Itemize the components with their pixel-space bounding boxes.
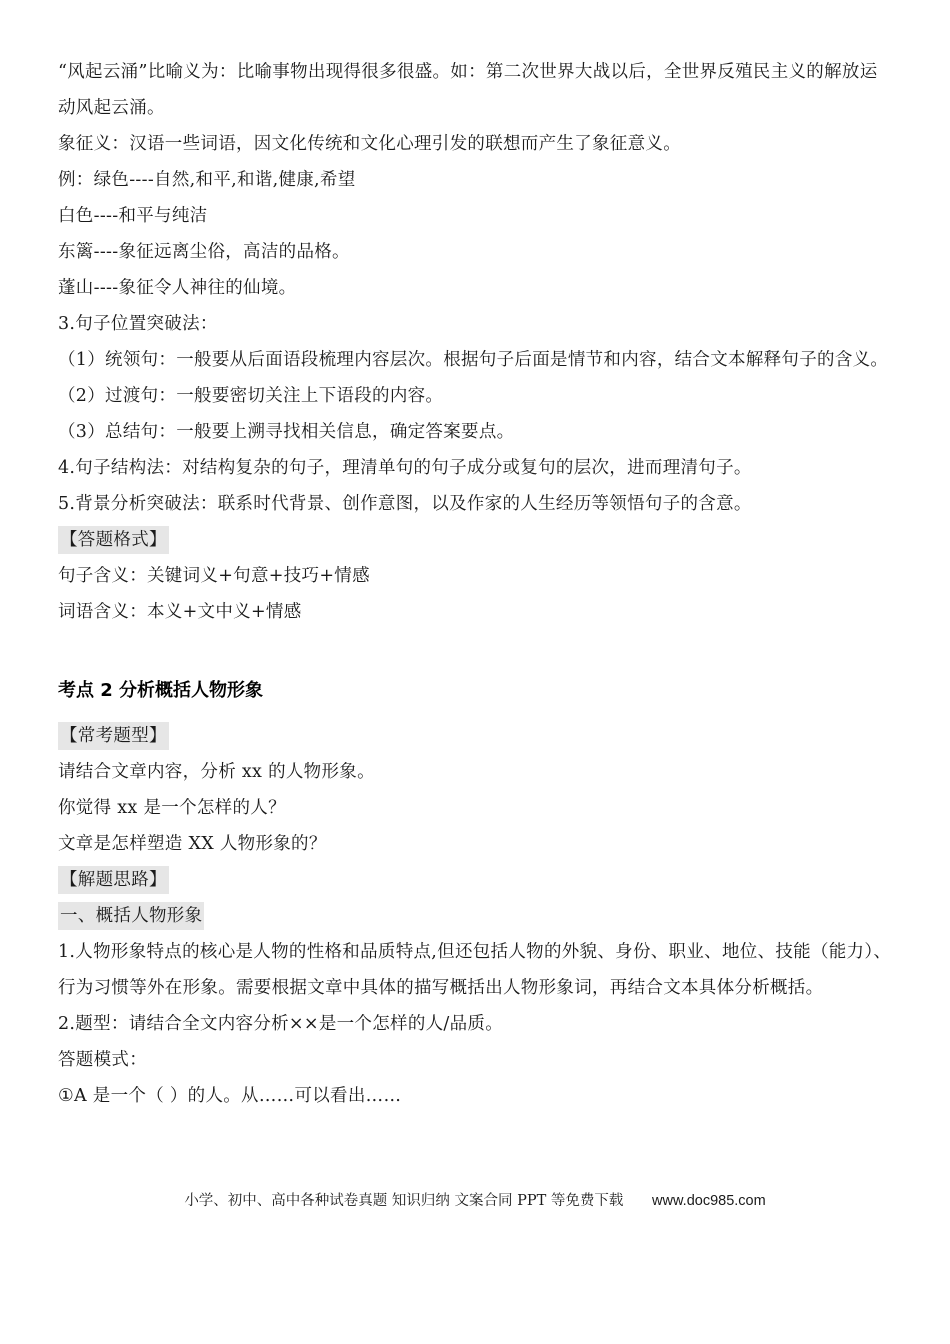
example-white: 白色----和平与纯洁 xyxy=(58,206,208,226)
answer-mode-label: 答题模式： xyxy=(58,1050,147,1070)
section-title: 考点 2 分析概括人物形象 xyxy=(58,680,264,701)
paragraph-metaphor-meaning: “风起云涌”比喻义为：比喻事物出现得很多很盛。如：第二次世界大战以后，全世界反殖民主义的解放运动风起云涌。 xyxy=(58,62,878,118)
item-transition-sentence: （2）过渡句：一般要密切关注上下语段的内容。 xyxy=(58,386,444,406)
footer-text: 小学、初中、高中各种试卷真题 知识归纳 文案合同 PPT 等免费下载 xyxy=(184,1193,624,1209)
method-background-analysis: 5.背景分析突破法：联系时代背景、创作意图，以及作家的人生经历等领悟句子的含意。 xyxy=(58,494,752,514)
item-summary-sentence: （3）总结句：一般要上溯寻找相关信息，确定答案要点。 xyxy=(58,422,515,442)
common-type-1: 请结合文章内容，分析 xx 的人物形象。 xyxy=(58,762,375,782)
common-types-heading xyxy=(58,718,894,754)
section-spacer xyxy=(58,630,894,676)
example-pengshan: 蓬山----象征令人神往的仙境。 xyxy=(58,278,297,298)
approach-tag: 【解题思路】 xyxy=(58,866,169,894)
answer-format-sentence: 句子含义：关键词义+句意+技巧+情感 xyxy=(58,566,370,586)
common-types-tag: 【常考题型】 xyxy=(58,722,169,750)
answer-format-heading xyxy=(58,522,894,558)
method-sentence-structure: 4.句子结构法：对结构复杂的句子，理清单句的句子成分或复句的层次，进而理清句子。 xyxy=(58,458,752,478)
example-green: 例：绿色----自然,和平,和谐,健康,希望 xyxy=(58,170,356,190)
approach-point-1: 1.人物形象特点的核心是人物的性格和品质特点,但还包括人物的外貌、身份、职业、地位、技能（能力）、行为习惯等外在形象。需要根据文章中具体的描写概括出人物形象词，再结合文本具体分析概括。 xyxy=(58,942,892,998)
answer-format-tag: 【答题格式】 xyxy=(58,526,169,554)
paragraph-symbolic-meaning: 象征义：汉语一些词语，因文化传统和文化心理引发的联想而产生了象征意义。 xyxy=(58,134,681,154)
sub-tag: 一、概括人物形象 xyxy=(58,902,204,930)
answer-mode-1: ①A 是一个（ ）的人。从……可以看出…… xyxy=(58,1086,402,1106)
document-page xyxy=(58,54,894,1114)
method-sentence-position: 3.句子位置突破法： xyxy=(58,314,218,334)
item-leading-sentence: （1）统领句：一般要从后面语段梳理内容层次。根据句子后面是情节和内容，结合文本解释句子的含义。 xyxy=(58,350,889,370)
example-dongli: 东篱----象征远离尘俗，高洁的品格。 xyxy=(58,242,350,262)
page-footer xyxy=(0,1188,950,1214)
common-type-3: 文章是怎样塑造 XX 人物形象的？ xyxy=(58,834,327,854)
answer-format-word: 词语含义：本义+文中义+情感 xyxy=(58,602,302,622)
sub-heading xyxy=(58,898,894,934)
title-spacer xyxy=(58,706,894,718)
approach-heading xyxy=(58,862,894,898)
approach-point-2: 2.题型：请结合全文内容分析××是一个怎样的人/品质。 xyxy=(58,1014,504,1034)
footer-url[interactable]: www.doc985.com xyxy=(652,1193,766,1209)
common-type-2: 你觉得 xx 是一个怎样的人？ xyxy=(58,798,286,818)
